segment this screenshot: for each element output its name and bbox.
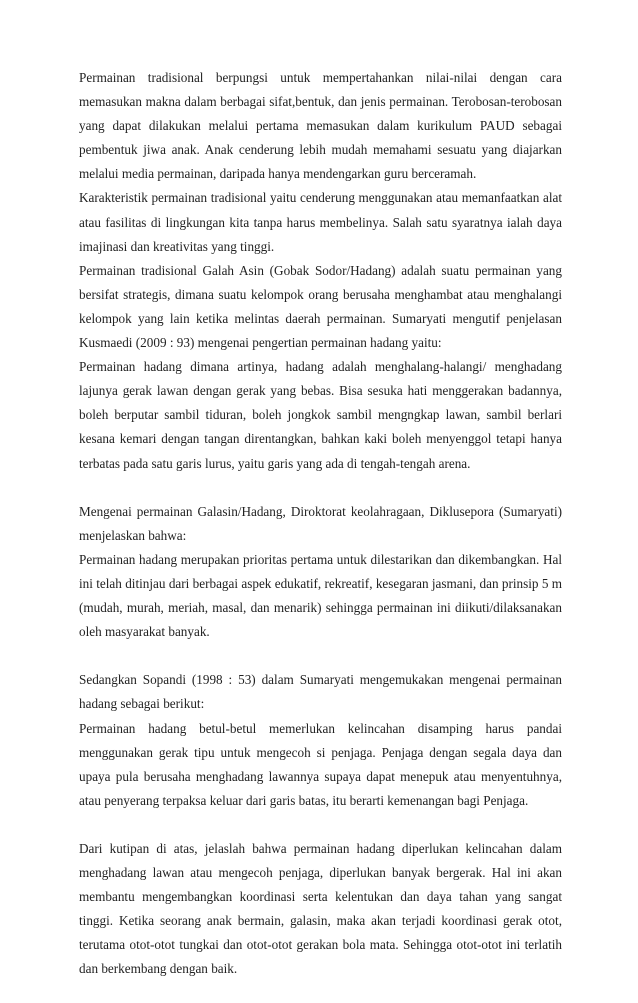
paragraph-karakteristik: Karakteristik permainan tradisional yaitu cenderung menggunakan atau memanfaatkan alat atau fasilitas di lingkungan kita tanpa harus membelinya. Salah satu syaratnya ialah daya imajinasi dan kreativitas yang tinggi.	[79, 190, 562, 254]
paragraph-permainan-tradisional: Permainan tradisional berpungsi untuk mempertahankan nilai-nilai dengan cara memasukan makna dalam berbagai sifat,bentuk, dan jenis permainan. Terobosan-terobosan yang dapat dilakukan melalui pertama memasukan dalam kurikulum PAUD sebagai pembentuk jiwa anak. Anak cenderung lebih mudah memahami sesuatu yang diajarkan melalui media permainan, daripada hanya mendengarkan guru berceramah.	[79, 70, 562, 182]
paragraph-quote-kusmaedi: Permainan hadang dimana artinya, hadang adalah menghalang-halangi/ menghadang lajunya gerak lawan dengan gerak yang bebas. Bisa sesuka hati menggerakan badannya, boleh berputar sambil tiduran, boleh jongkok sambil mengngkap lawan, sambil berlari kesana kemari dengan tangan direntangkan, bahkan kaki boleh menyenggol tetapi hanya terbatas pada satu garis lurus, yaitu garis yang ada di tengah-tengah arena.	[79, 359, 562, 471]
paragraph-galah-asin: Permainan tradisional Galah Asin (Gobak Sodor/Hadang) adalah suatu permainan yang bersifat strategis, dimana suatu kelompok orang berusaha menghambat atau menghalangi kelompok yang lain ketika melintas daerah permainan. Sumaryati mengutif penjelasan Kusmaedi (2009 : 93) mengenai pengertian permainan hadang yaitu:	[79, 262, 562, 351]
paragraph-sopandi: Sedangkan Sopandi (1998 : 53) dalam Sumaryati mengemukakan mengenai permainan hadang sebagai berikut:	[79, 672, 562, 712]
paragraph-kesimpulan: Dari kutipan di atas, jelaslah bahwa permainan hadang diperlukan kelincahan dalam menghadang lawan atau mengecoh penjaga, diperlukan banyak bergerak. Hal ini akan membantu mengembangkan koordinasi serta kelentukan dan daya tahan yang sangat tinggi. Ketika seorang anak bermain, galasin, maka akan terjadi koordinasi gerak otot, terutama otot-otot tungkai dan otot-otot gerakan bola mata. Sehingga otot-otot ini terlatih dan berkembang dengan baik.	[79, 841, 562, 977]
document-page	[79, 66, 562, 982]
paragraph-quote-sopandi: Permainan hadang betul-betul memerlukan kelincahan disamping harus pandai menggunakan gerak tipu untuk mengecoh si penjaga. Penjaga dengan segala daya dan upaya pula berusaha menghadang lawannya supaya dapat menepuk atau menyentuhnya, atau penyerang terpaksa keluar dari garis batas, itu berarti kemenangan bagi Penjaga.	[79, 720, 562, 808]
paragraph-quote-direktorat: Permainan hadang merupakan prioritas pertama untuk dilestarikan dan dikembangkan. Hal ini telah ditinjau dari berbagai aspek edukatif, rekreatif, kesegaran jasmani, dan prinsip 5 m (mudah, murah, meriah, masal, dan menarik) sehingga permainan ini diikuti/dilaksanakan oleh masyarakat banyak.	[79, 551, 562, 640]
paragraph-direktorat: Mengenai permainan Galasin/Hadang, Diroktorat keolahragaan, Diklusepora (Sumaryati) menjelaskan bahwa:	[79, 503, 562, 543]
